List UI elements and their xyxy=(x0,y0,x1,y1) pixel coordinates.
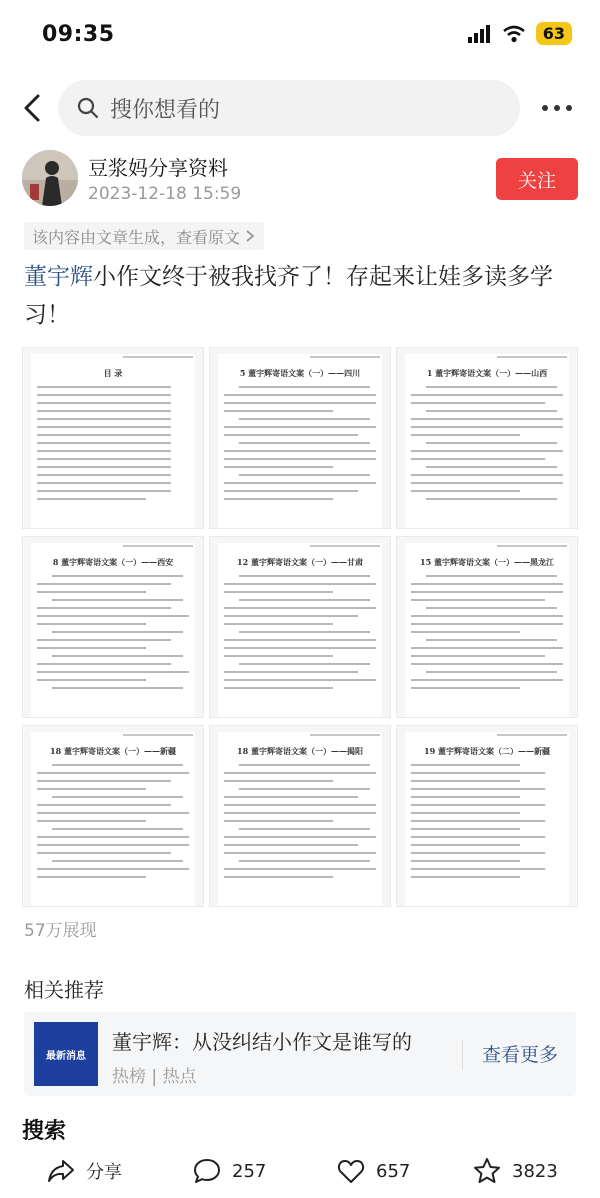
wifi-icon xyxy=(502,25,526,43)
avatar[interactable] xyxy=(22,150,78,206)
document-title: 18 董宇辉寄语文案（一）——揭阳 xyxy=(237,746,363,756)
recommend-section-title: 相关推荐 xyxy=(24,978,104,1002)
star-icon xyxy=(472,1156,502,1186)
recommend-meta: 热榜 | 热点 xyxy=(112,1067,197,1087)
more-options-button[interactable] xyxy=(542,98,578,118)
document-image[interactable] xyxy=(22,347,204,529)
document-title: 15 董宇辉寄语文案（一）——黑龙江 xyxy=(420,557,554,567)
view-more-link[interactable]: 查看更多 xyxy=(481,1044,558,1066)
document-title: 12 董宇辉寄语文案（一）——甘肃 xyxy=(237,557,363,567)
document-image[interactable] xyxy=(22,536,204,718)
title-text: 小作文终于被我找齐了！存起来让娃多读多学习！ xyxy=(24,264,553,328)
search-section-title: 搜索 xyxy=(22,1119,67,1144)
follow-button[interactable]: 关注 xyxy=(496,158,578,200)
favorite-count: 3823 xyxy=(512,1160,558,1182)
generated-tag-label: 该内容由文章生成，查看原文 xyxy=(32,227,241,247)
back-button[interactable] xyxy=(18,90,52,126)
heart-icon xyxy=(336,1156,366,1186)
more-dot-icon xyxy=(542,105,548,111)
recommend-card[interactable] xyxy=(24,1012,576,1096)
comment-icon xyxy=(192,1156,222,1186)
document-title: 5 董宇辉寄语文案（一）——四川 xyxy=(239,368,361,378)
like-count: 657 xyxy=(376,1160,411,1182)
like-button[interactable] xyxy=(336,1156,410,1186)
search-placeholder: 搜你想看的 xyxy=(110,97,221,123)
favorite-button[interactable] xyxy=(472,1156,558,1186)
status-time: 09:35 xyxy=(42,22,115,47)
publish-date: 2023-12-18 15:59 xyxy=(88,184,242,204)
document-image[interactable] xyxy=(396,725,578,907)
top-header xyxy=(0,78,600,138)
more-dot-icon xyxy=(566,105,572,111)
status-bar xyxy=(0,0,600,70)
chevron-right-icon xyxy=(244,228,256,244)
document-title: 1 董宇辉寄语文案（一）——山西 xyxy=(426,368,548,378)
document-image[interactable] xyxy=(22,725,204,907)
share-icon xyxy=(46,1156,76,1186)
document-title: 18 董宇辉寄语文案（一）——新疆 xyxy=(50,746,176,756)
view-original-link[interactable] xyxy=(24,222,264,250)
document-title: 8 董宇辉寄语文案（一）——西安 xyxy=(52,557,174,567)
search-icon xyxy=(76,96,100,120)
share-label: 分享 xyxy=(86,1162,122,1183)
document-title: 目 录 xyxy=(103,368,123,378)
document-image[interactable] xyxy=(396,347,578,529)
divider xyxy=(462,1040,463,1070)
document-image[interactable] xyxy=(209,725,391,907)
document-image[interactable] xyxy=(209,536,391,718)
signal-icon xyxy=(468,25,492,43)
title-highlight-link[interactable]: 董宇辉 xyxy=(24,264,93,290)
recommend-headline[interactable]: 董宇辉：从没纠结小作文是谁写的 xyxy=(112,1030,412,1054)
author-row xyxy=(22,150,578,212)
share-button[interactable] xyxy=(46,1156,122,1186)
image-grid xyxy=(22,347,578,907)
comment-button[interactable] xyxy=(192,1156,266,1186)
bottom-action-bar xyxy=(0,1148,600,1198)
status-icons xyxy=(468,22,572,45)
more-dot-icon xyxy=(554,105,560,111)
document-image[interactable] xyxy=(396,536,578,718)
document-title: 19 董宇辉寄语文案（二）——新疆 xyxy=(424,746,550,756)
view-count: 57万展现 xyxy=(24,921,97,941)
comment-count: 257 xyxy=(232,1160,267,1182)
search-input[interactable] xyxy=(58,80,520,136)
article-title xyxy=(24,258,580,334)
avatar-image xyxy=(22,150,78,206)
recommend-thumbnail: 最新消息 xyxy=(34,1022,98,1086)
battery-indicator: 63 xyxy=(536,22,572,45)
document-image[interactable] xyxy=(209,347,391,529)
author-name[interactable]: 豆浆妈分享资料 xyxy=(88,156,228,180)
chevron-left-icon xyxy=(18,90,52,126)
